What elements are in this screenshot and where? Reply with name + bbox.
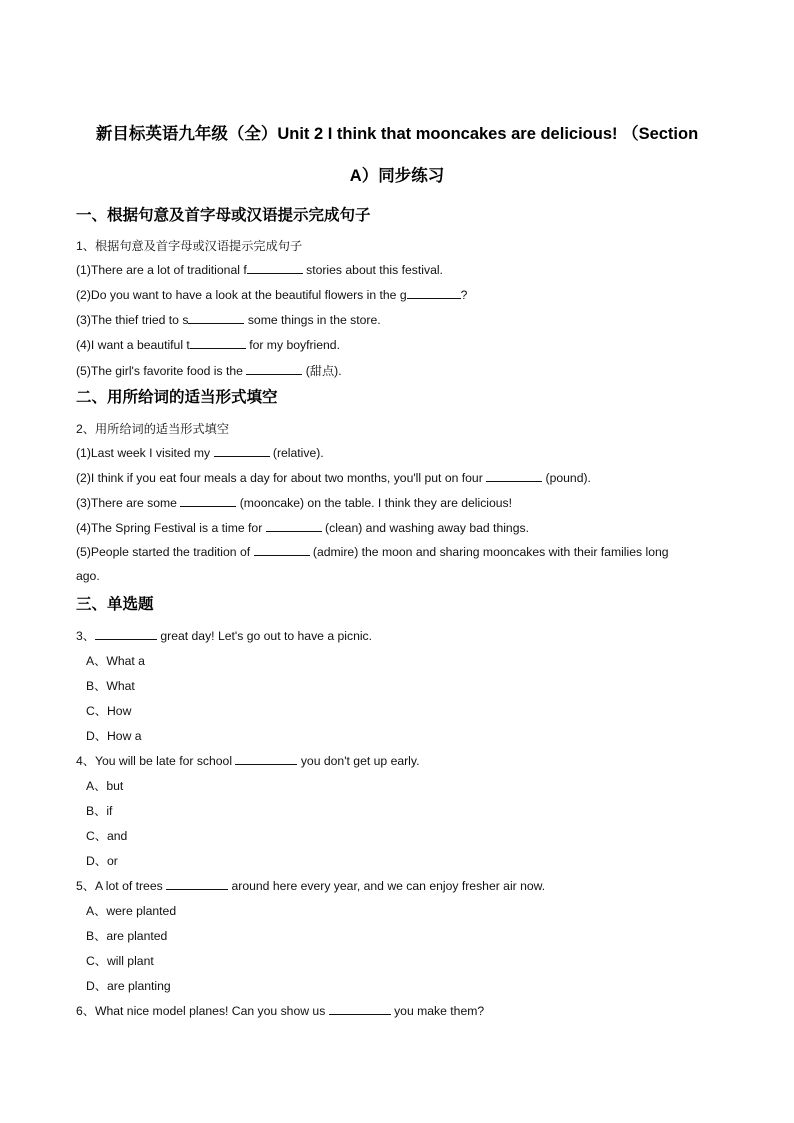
item-text: (2)I think if you eat four meals a day for about two months, you'll put on four (76, 471, 487, 485)
item-text: (5)People started the tradition of (76, 545, 254, 559)
question-text: you don't get up early. (297, 754, 420, 768)
item-text: (4)The Spring Festival is a time for (76, 521, 266, 535)
fill-item (76, 445, 324, 460)
page-title-line-2: A）同步练习 (349, 167, 445, 185)
fill-item (76, 470, 591, 485)
answer-blank[interactable] (407, 287, 461, 299)
option-a[interactable]: A、but (86, 779, 124, 793)
question-text: great day! Let's go out to have a picnic. (156, 629, 373, 643)
answer-blank[interactable] (188, 312, 244, 324)
page-title-line-1: 新目标英语九年级（全）Unit 2 I think that mooncakes are delicious! （Section (95, 125, 699, 143)
section-heading-2: 二、用所给词的适当形式填空 (76, 389, 278, 406)
item-text: ? (460, 288, 468, 302)
question-text: 5、A lot of trees (76, 879, 167, 893)
item-text: (relative). (269, 446, 324, 460)
question-text: around here every year, and we can enjoy fresher air now. (228, 879, 546, 893)
answer-blank[interactable] (266, 520, 322, 532)
answer-blank[interactable] (95, 628, 157, 640)
item-text: some things in the store. (244, 313, 381, 327)
option-d[interactable]: D、are planting (86, 979, 171, 993)
option-c[interactable]: C、and (86, 829, 128, 843)
question-text: 6、What nice model planes! Can you show us (76, 1004, 329, 1018)
item-text: (3)The thief tried to s (76, 313, 189, 327)
question-stem (76, 1002, 484, 1019)
fill-item (76, 287, 467, 302)
section-heading-3: 三、单选题 (76, 596, 154, 613)
question-stem (76, 877, 545, 894)
option-a[interactable]: A、were planted (86, 904, 177, 918)
answer-blank[interactable] (247, 262, 303, 274)
item-text: (admire) the moon and sharing mooncakes with their families long (309, 545, 669, 559)
option-d[interactable]: D、How a (86, 729, 142, 743)
section-instruction-1: 1、根据句意及首字母或汉语提示完成句子 (76, 239, 303, 253)
item-text: (clean) and washing away bad things. (321, 521, 529, 535)
item-text: (1)There are a lot of traditional f (76, 263, 247, 277)
question-text: you make them? (390, 1004, 485, 1018)
item-text: (1)Last week I visited my (76, 446, 214, 460)
item-text: (pound). (542, 471, 591, 485)
item-text: (mooncake) on the table. I think they are delicious! (236, 496, 513, 510)
item-text: (甜点). (302, 364, 342, 378)
fill-item (76, 312, 381, 327)
item-text: (2)Do you want to have a look at the beautiful flowers in the g (76, 288, 407, 302)
question-text: 3、 (76, 629, 95, 643)
item-text: for my boyfriend. (245, 338, 340, 352)
answer-blank[interactable] (166, 878, 228, 890)
fill-item (76, 262, 443, 277)
answer-blank[interactable] (235, 753, 297, 765)
answer-blank[interactable] (254, 544, 310, 556)
option-d[interactable]: D、or (86, 854, 118, 868)
item-text: (4)I want a beautiful t (76, 338, 190, 352)
fill-item (76, 544, 669, 559)
option-c[interactable]: C、How (86, 704, 132, 718)
answer-blank[interactable] (329, 1003, 391, 1015)
section-instruction-2: 2、用所给词的适当形式填空 (76, 422, 230, 436)
option-a[interactable]: A、What a (86, 654, 145, 668)
option-b[interactable]: B、are planted (86, 929, 168, 943)
answer-blank[interactable] (180, 495, 236, 507)
fill-item (76, 520, 529, 535)
item-text: (5)The girl's favorite food is the (76, 364, 247, 378)
option-b[interactable]: B、if (86, 804, 113, 818)
item-text: stories about this festival. (302, 263, 443, 277)
item-text: (3)There are some (76, 496, 181, 510)
section-heading-1: 一、根据句意及首字母或汉语提示完成句子 (76, 207, 371, 224)
question-text: 4、You will be late for school (76, 754, 236, 768)
option-c[interactable]: C、will plant (86, 954, 154, 968)
answer-blank[interactable] (214, 445, 270, 457)
question-stem (76, 752, 419, 769)
answer-blank[interactable] (190, 337, 246, 349)
fill-item (76, 495, 512, 510)
fill-item-continuation: ago. (76, 569, 100, 583)
fill-item (76, 362, 342, 379)
fill-item (76, 337, 340, 352)
answer-blank[interactable] (486, 470, 542, 482)
answer-blank[interactable] (246, 363, 302, 375)
option-b[interactable]: B、What (86, 679, 135, 693)
question-stem (76, 627, 372, 644)
